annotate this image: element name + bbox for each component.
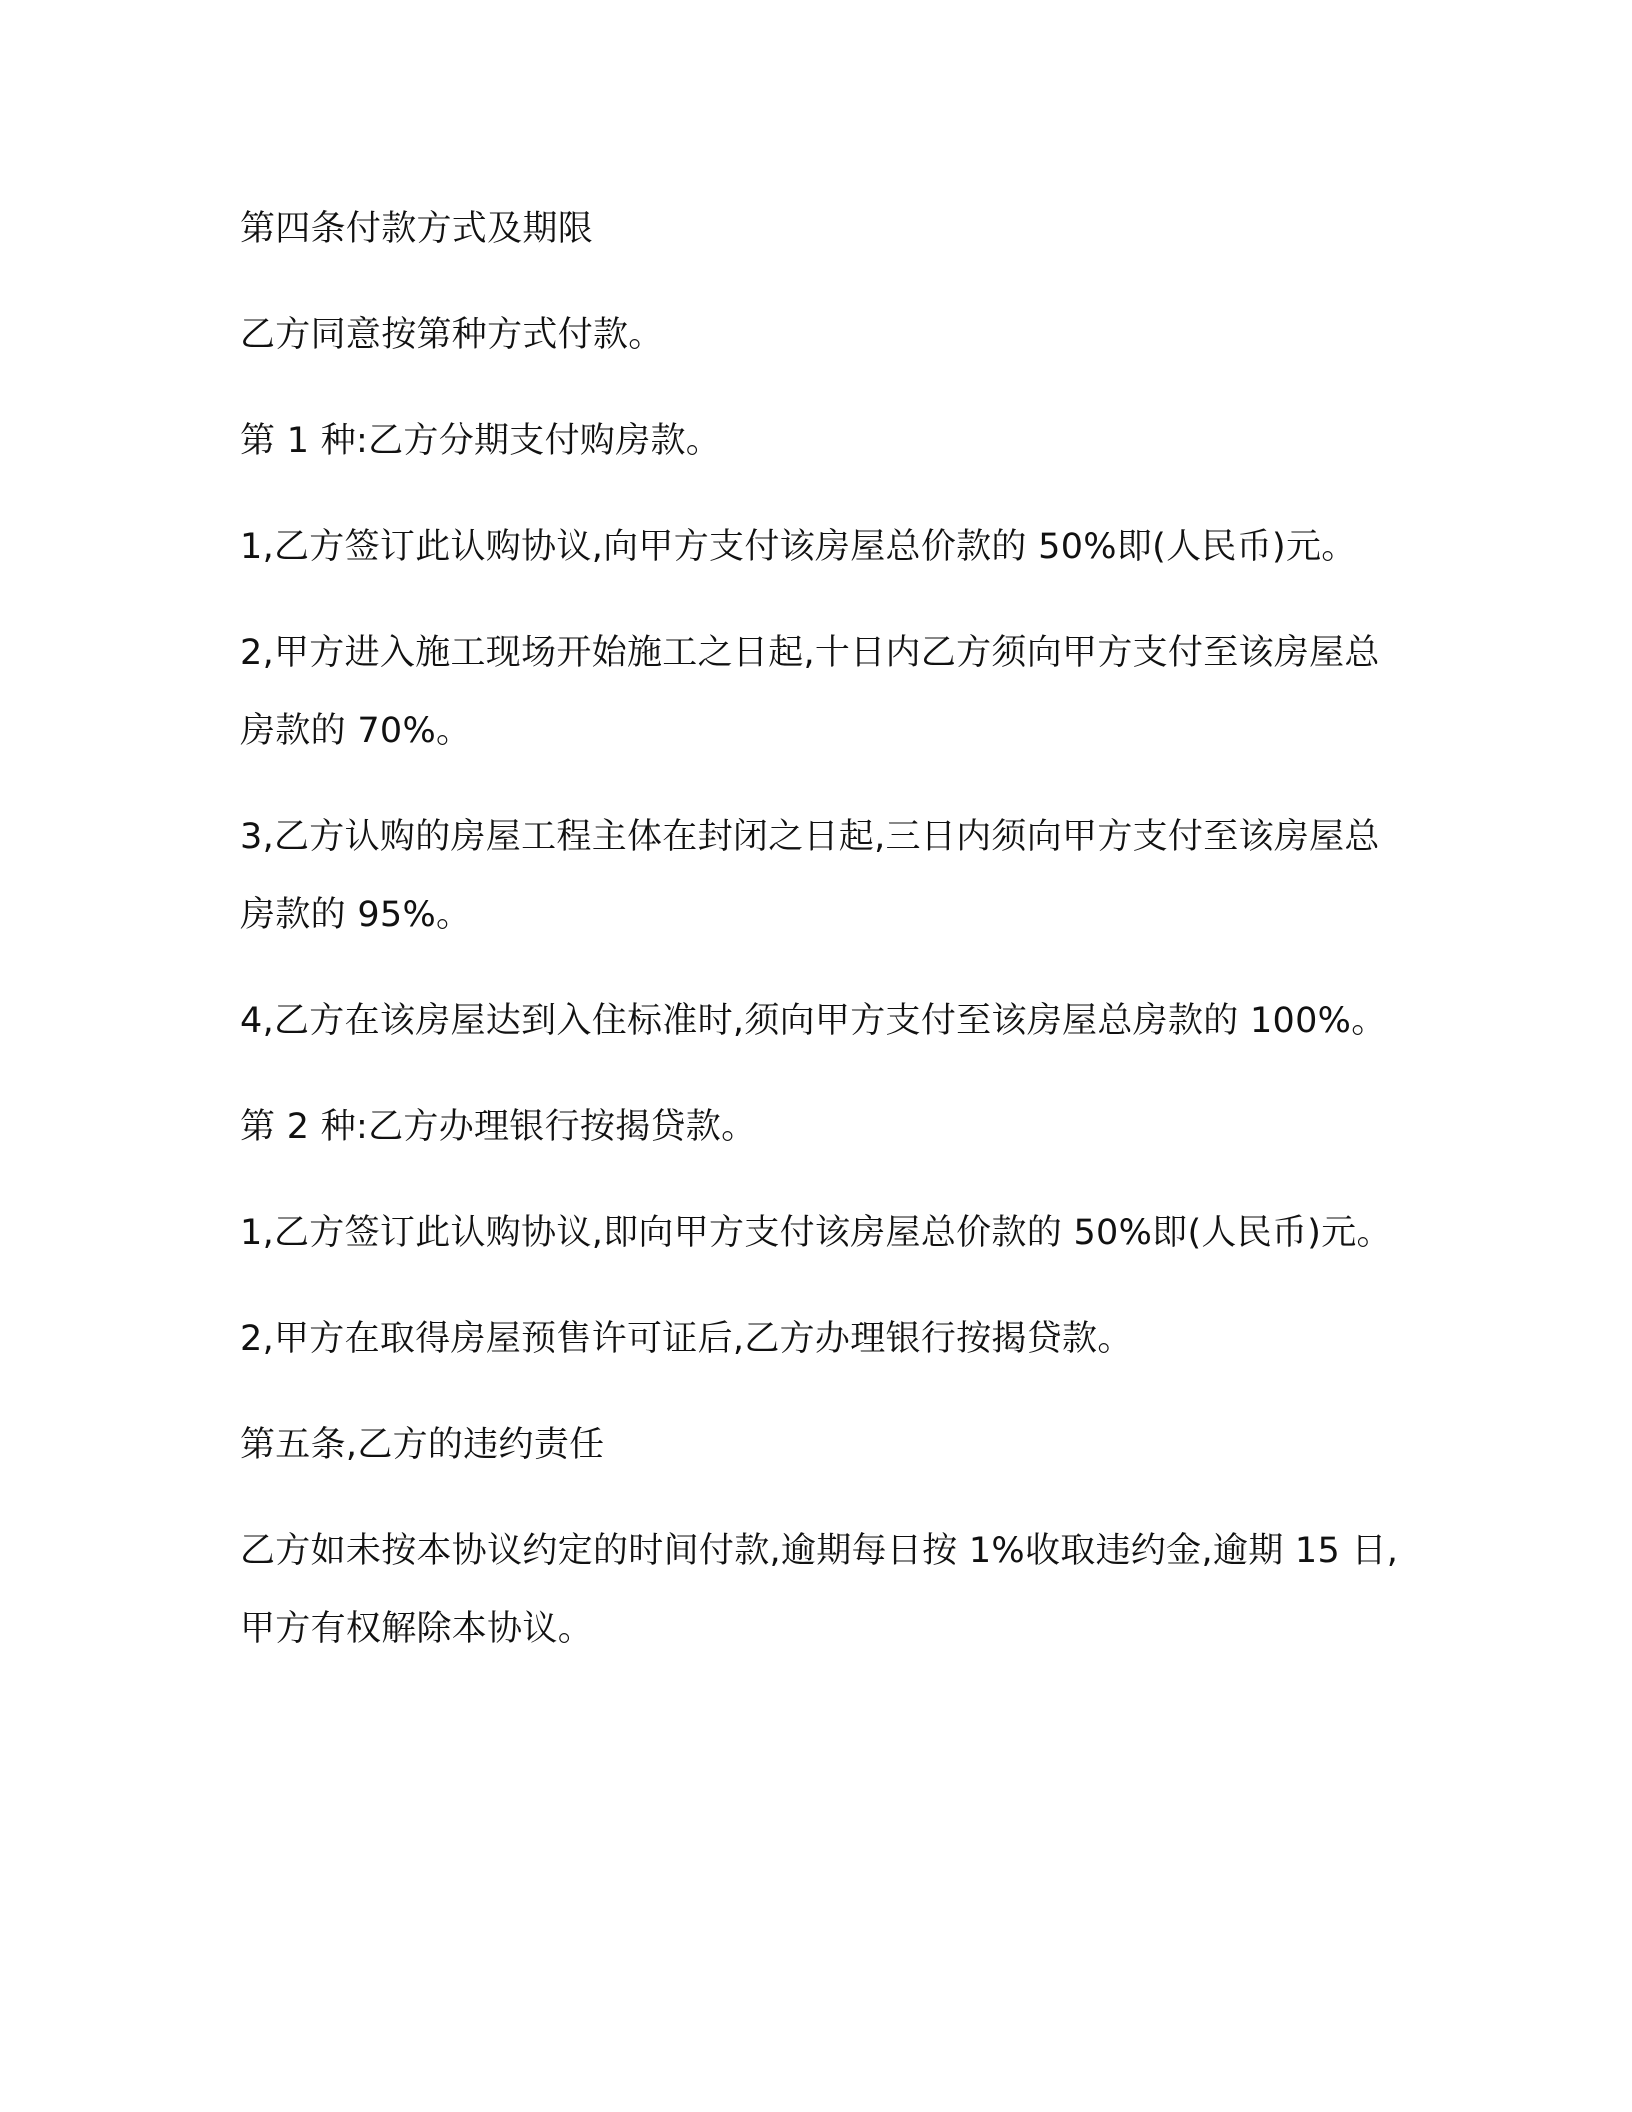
method-1-item-1: 1,乙方签订此认购协议,向甲方支付该房屋总价款的 50%即(人民币)元。 (240, 527, 1357, 567)
method-1-item-3: 3,乙方认购的房屋工程主体在封闭之日起,三日内须向甲方支付至该房屋总房款的 95%。 (240, 817, 1380, 935)
article-4-title: 第四条付款方式及期限 (240, 209, 594, 249)
document-body (240, 190, 1400, 1696)
agree-method-paragraph: 乙方同意按第种方式付款。 (240, 315, 664, 355)
method-1-item-4: 4,乙方在该房屋达到入住标准时,须向甲方支付至该房屋总房款的 100%。 (240, 1001, 1387, 1041)
method-2-item-1: 1,乙方签订此认购协议,即向甲方支付该房屋总价款的 50%即(人民币)元。 (240, 1213, 1392, 1253)
method-2-title: 第 2 种:乙方办理银行按揭贷款。 (240, 1107, 757, 1147)
method-1-item-2: 2,甲方进入施工现场开始施工之日起,十日内乙方须向甲方支付至该房屋总房款的 70%。 (240, 633, 1380, 751)
method-1-title: 第 1 种:乙方分期支付购房款。 (240, 421, 722, 461)
article-5-title: 第五条,乙方的违约责任 (240, 1425, 605, 1465)
article-5-body: 乙方如未按本协议约定的时间付款,逾期每日按 1%收取违约金,逾期 15 日,甲方有权解除本协议。 (240, 1531, 1399, 1649)
method-2-item-2: 2,甲方在取得房屋预售许可证后,乙方办理银行按揭贷款。 (240, 1319, 1133, 1359)
